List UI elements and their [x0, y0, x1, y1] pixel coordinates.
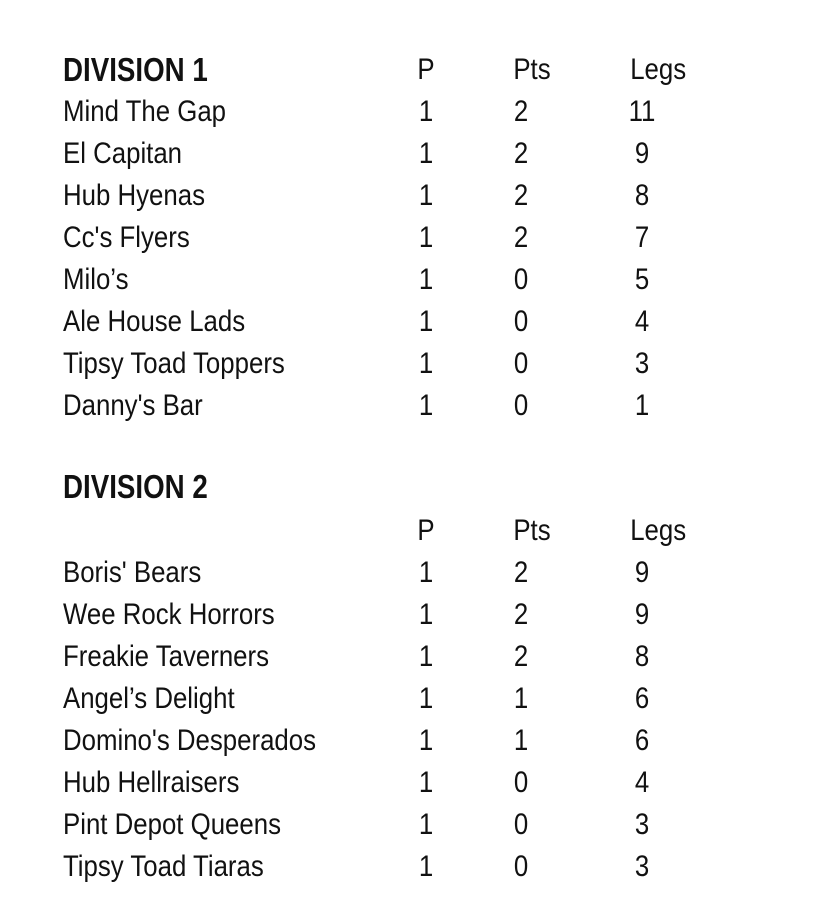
division-1-team-legs: 5: [634, 263, 650, 296]
division-2-team-points: 2: [513, 640, 529, 673]
division-2-team-points: 0: [513, 850, 529, 883]
division-2-team-name: Tipsy Toad Tiaras: [63, 850, 264, 883]
division-1-team-name: Danny's Bar: [63, 389, 203, 422]
division-1-team-legs: 9: [634, 137, 650, 170]
division-2-team-played: 1: [418, 850, 434, 883]
division-1-header-points: Pts: [513, 53, 551, 86]
division-1-team-points: 2: [513, 95, 529, 128]
division-1-team-legs: 1: [634, 389, 650, 422]
division-2-team-name: Pint Depot Queens: [63, 808, 282, 841]
division-2-title: DIVISION 2: [63, 468, 208, 505]
division-2-team-legs: 8: [634, 640, 650, 673]
division-2-team-played: 1: [418, 640, 434, 673]
division-1-team-points: 0: [513, 305, 529, 338]
division-2-team-name: Wee Rock Horrors: [63, 598, 275, 631]
division-1-team-name: Ale House Lads: [63, 305, 246, 338]
division-1-team-points: 0: [513, 347, 529, 380]
division-2-team-name: Angel’s Delight: [63, 682, 235, 715]
division-2-team-legs: 3: [634, 850, 650, 883]
division-2-team-points: 2: [513, 598, 529, 631]
division-1-team-points: 2: [513, 137, 529, 170]
division-1-team-legs: 4: [634, 305, 650, 338]
division-1-team-name: Tipsy Toad Toppers: [63, 347, 285, 380]
division-2-header-points: Pts: [513, 514, 551, 547]
division-2-team-points: 0: [513, 808, 529, 841]
division-1-team-played: 1: [418, 179, 434, 212]
division-2-team-name: Freakie Taverners: [63, 640, 270, 673]
division-2-team-legs: 4: [634, 766, 650, 799]
division-2-header-played: P: [417, 514, 435, 547]
division-1-team-points: 0: [513, 263, 529, 296]
division-2-team-name: Domino's Desperados: [63, 724, 317, 757]
division-1-team-name: Mind The Gap: [63, 95, 227, 128]
division-1-team-played: 1: [418, 221, 434, 254]
division-2-team-legs: 6: [634, 724, 650, 757]
division-1-header-legs: Legs: [630, 53, 687, 86]
division-1-team-played: 1: [418, 263, 434, 296]
division-2-team-name: Boris' Bears: [63, 556, 202, 589]
division-1-team-name: Milo’s: [63, 263, 129, 296]
division-2-team-legs: 3: [634, 808, 650, 841]
division-1-team-played: 1: [418, 137, 434, 170]
division-2-team-name: Hub Hellraisers: [63, 766, 240, 799]
division-2-team-legs: 6: [634, 682, 650, 715]
division-2-team-legs: 9: [634, 598, 650, 631]
division-1-team-points: 0: [513, 389, 529, 422]
division-2-team-points: 1: [513, 724, 529, 757]
division-2-team-points: 2: [513, 556, 529, 589]
division-1-team-played: 1: [418, 305, 434, 338]
division-2-team-points: 0: [513, 766, 529, 799]
division-1-team-name: Cc's Flyers: [63, 221, 190, 254]
division-1-team-legs: 7: [634, 221, 650, 254]
division-1-team-played: 1: [418, 389, 434, 422]
division-1-team-name: El Capitan: [63, 137, 183, 170]
division-1-team-played: 1: [418, 347, 434, 380]
division-1-header-played: P: [417, 53, 435, 86]
division-1-team-legs: 11: [628, 95, 656, 128]
division-1-team-points: 2: [513, 179, 529, 212]
division-2-team-played: 1: [418, 682, 434, 715]
division-2-team-played: 1: [418, 766, 434, 799]
division-2-team-played: 1: [418, 724, 434, 757]
division-1-team-played: 1: [418, 95, 434, 128]
division-1-team-name: Hub Hyenas: [63, 179, 205, 212]
division-2-team-played: 1: [418, 598, 434, 631]
division-2-team-points: 1: [513, 682, 529, 715]
division-1-title: DIVISION 1: [63, 51, 208, 88]
division-1-team-legs: 3: [634, 347, 650, 380]
division-2-team-played: 1: [418, 556, 434, 589]
division-2-team-legs: 9: [634, 556, 650, 589]
division-2-header-legs: Legs: [630, 514, 687, 547]
division-1-team-legs: 8: [634, 179, 650, 212]
division-2-team-played: 1: [418, 808, 434, 841]
division-1-team-points: 2: [513, 221, 529, 254]
